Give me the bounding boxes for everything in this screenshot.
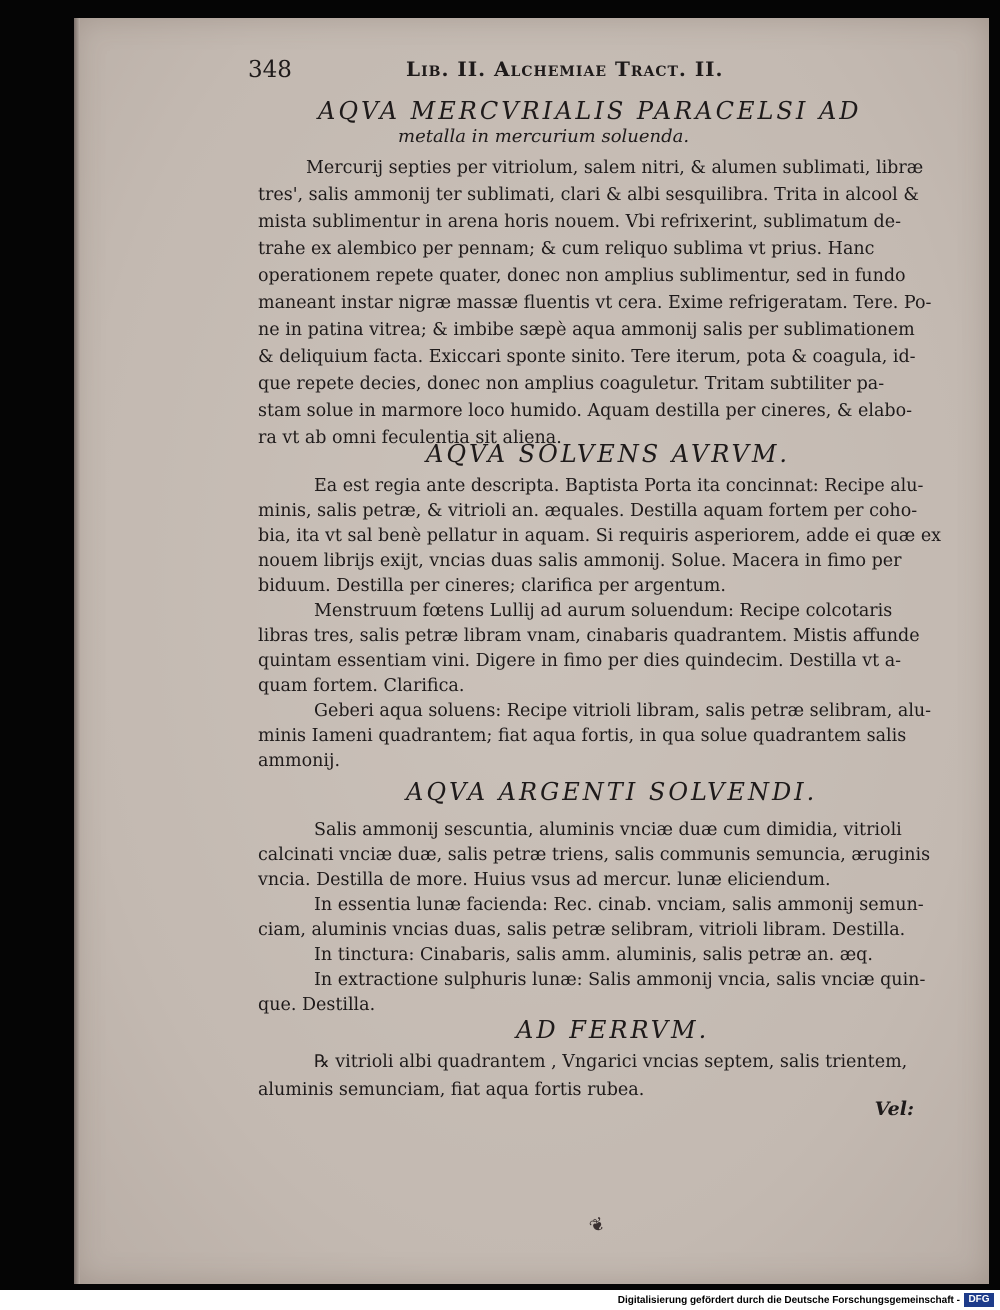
text-line: nouem librijs exijt, vncias duas salis ammonij. Solue. Macera in fimo per xyxy=(258,551,902,571)
text-line: operationem repete quater, donec non amplius sublimentur, sed in fundo xyxy=(258,266,906,286)
text-line: bia, ita vt sal benè pellatur in aquam. Si requiris asperiorem, adde ei quæ ex xyxy=(258,526,942,546)
text-line: libras tres, salis petræ libram vnam, cinabaris quadrantem. Mistis affunde xyxy=(258,626,920,646)
text-line: & deliquium facta. Exiccari sponte sinito. Tere iterum, pota & coagula, id- xyxy=(258,347,916,367)
page-gutter-edge xyxy=(74,18,80,1284)
footer-credit: Digitalisierung gefördert durch die Deutsche Forschungsgemeinschaft - xyxy=(617,1295,960,1306)
section-subtitle: metalla in mercurium soluenda. xyxy=(398,126,690,147)
text-line: Menstruum fœtens Lullij ad aurum soluendum: Recipe colcotaris xyxy=(314,601,893,621)
text-line: In tinctura: Cinabaris, salis amm. aluminis, salis petræ an. æq. xyxy=(314,945,873,965)
page-number: 348 xyxy=(248,57,292,83)
text-line: vncia. Destilla de more. Huius vsus ad mercur. lunæ eliciendum. xyxy=(258,870,831,890)
section-title: AQVA ARGENTI SOLVENDI. xyxy=(406,778,818,806)
text-line: trahe ex alembico per pennam; & cum reliquo sublima vt prius. Hanc xyxy=(258,239,875,259)
text-line: ne in patina vitrea; & imbibe sæpè aqua ammonij salis per sublimationem xyxy=(258,320,915,340)
text-line: minis, salis petræ, & vitrioli an. æquales. Destilla aquam fortem per coho- xyxy=(258,501,918,521)
dfg-logo: DFG xyxy=(964,1293,994,1307)
text-line: ciam, aluminis vncias duas, salis petræ selibram, vitrioli libram. Destilla. xyxy=(258,920,906,940)
text-line: que repete decies, donec non amplius coaguletur. Tritam subtiliter pa- xyxy=(258,374,885,394)
text-line: Ea est regia ante descripta. Baptista Porta ita concinnat: Recipe alu- xyxy=(314,476,924,496)
text-line: mista sublimentur in arena horis nouem. Vbi refrixerint, sublimatum de- xyxy=(258,212,902,232)
text-line: Geberi aqua soluens: Recipe vitrioli libram, salis petræ selibram, alu- xyxy=(314,701,932,721)
text-line: tres', salis ammonij ter sublimati, clari & albi sesquilibra. Trita in alcool & xyxy=(258,185,919,205)
text-line: quintam essentiam vini. Digere in fimo per dies quindecim. Destilla vt a- xyxy=(258,651,902,671)
text-line: ℞ vitrioli albi quadrantem , Vngarici vncias septem, salis trientem, xyxy=(314,1052,908,1072)
text-line: In extractione sulphuris lunæ: Salis ammonij vncia, salis vnciæ quin- xyxy=(314,970,926,990)
text-line: quam fortem. Clarifica. xyxy=(258,676,465,696)
running-title: Lib. II. Alchemiae Tract. II. xyxy=(406,57,724,81)
text-line: maneant instar nigræ massæ fluentis vt cera. Exime refrigeratam. Tere. Po- xyxy=(258,293,932,313)
section-title: AQVA SOLVENS AVRVM. xyxy=(426,440,791,468)
text-line: biduum. Destilla per cineres; clarifica per argentum. xyxy=(258,576,726,596)
text-line: stam solue in marmore loco humido. Aquam destilla per cineres, & elabo- xyxy=(258,401,913,421)
section-title: AQVA MERCVRIALIS PARACELSI AD xyxy=(318,97,862,125)
catchword: Vel: xyxy=(874,1098,914,1120)
text-line: minis Iameni quadrantem; fiat aqua fortis, in qua solue quadrantem salis xyxy=(258,726,907,746)
text-line: ammonij. xyxy=(258,751,341,771)
text-line: ra vt ab omni feculentia sit aliena. xyxy=(258,428,562,448)
text-line: calcinati vnciæ duæ, salis petræ triens, salis communis semuncia, æruginis xyxy=(258,845,931,865)
text-line: Mercurij septies per vitriolum, salem nitri, & alumen sublimati, libræ xyxy=(306,158,924,178)
text-line: que. Destilla. xyxy=(258,995,376,1015)
section-title: AD FERRVM. xyxy=(516,1016,710,1044)
text-line: In essentia lunæ facienda: Rec. cinab. vnciam, salis ammonij semun- xyxy=(314,895,924,915)
ornament-icon: ❦ xyxy=(586,1212,609,1239)
text-line: Salis ammonij sescuntia, aluminis vnciæ duæ cum dimidia, vitrioli xyxy=(314,820,902,840)
text-line: aluminis semunciam, fiat aqua fortis rubea. xyxy=(258,1080,645,1100)
